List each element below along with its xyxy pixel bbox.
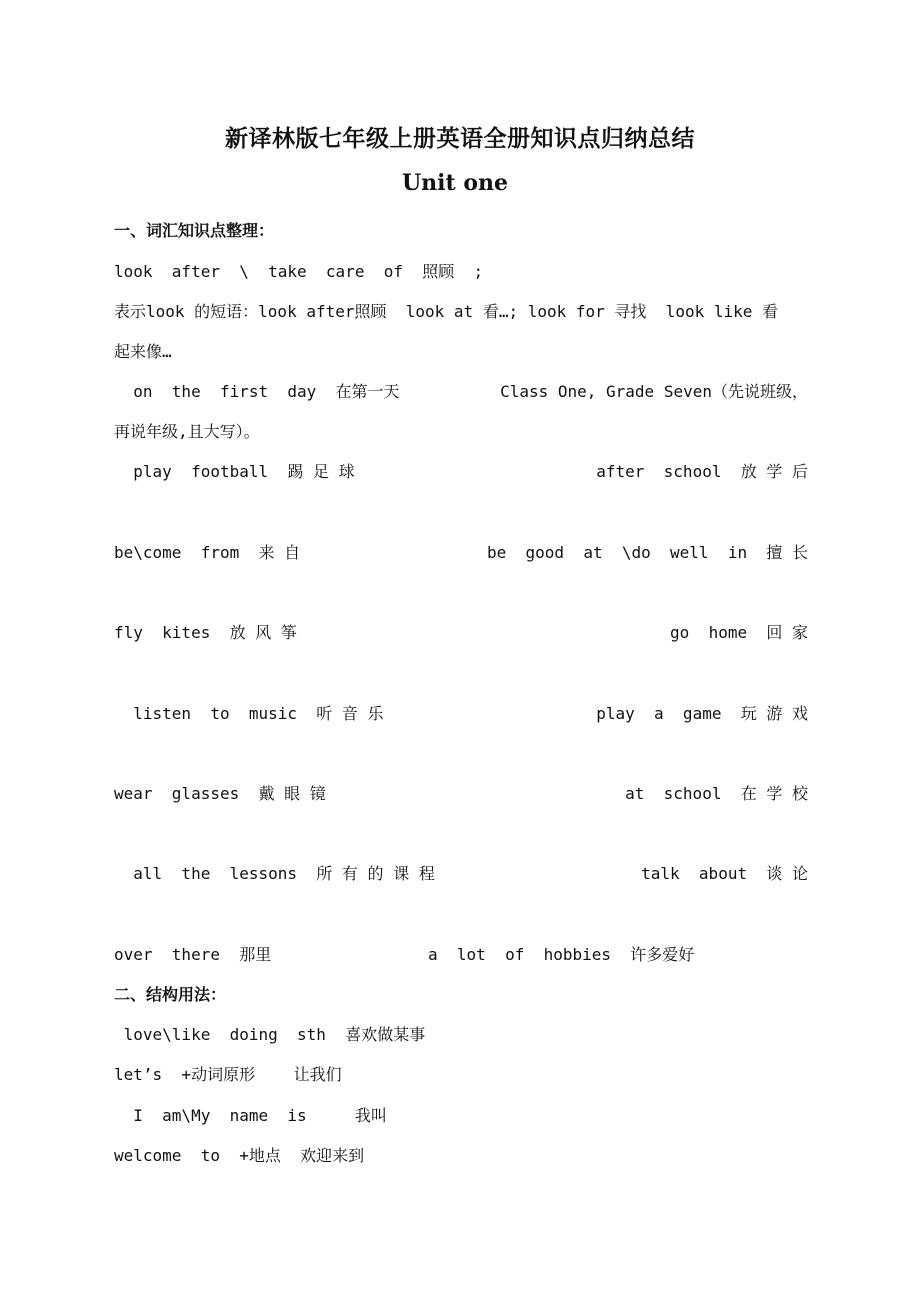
structure-line: let’s +动词原形 让我们 [114,1065,342,1084]
vocab-phrase-right: a lot of hobbies 许多爱好 [428,945,695,964]
vocab-phrase-right: be good at \do well in 擅 长 [487,543,808,562]
vocab-pair-row [114,459,808,483]
document-title: 新译林版七年级上册英语全册知识点归纳总结 [225,125,695,152]
vocab-phrase-left: fly kites 放 风 筝 [114,623,297,642]
vocab-line: 起来像… [114,342,172,361]
vocab-phrase-left: play football 踢 足 球 [114,462,355,481]
section-heading-structures: 二、结构用法： [114,985,227,1004]
vocab-phrase-left: on the first day 在第一天 [114,382,400,401]
vocab-pair-row [114,781,808,805]
structure-line: welcome to +地点 欢迎来到 [114,1146,365,1165]
vocab-phrase-right: play a game 玩 游 戏 [596,704,808,723]
vocab-phrase-right: talk about 谈 论 [641,864,808,883]
vocab-phrase-left: listen to music 听 音 乐 [114,704,384,723]
vocab-phrase-right: at school 在 学 校 [625,784,808,803]
structure-line: love\like doing sth 喜欢做某事 [114,1025,426,1044]
vocab-line: look after \ take care of 照顾 ; [114,262,484,281]
section-heading-vocabulary: 一、词汇知识点整理： [114,221,275,240]
vocab-phrase-left: over there 那里 [114,945,272,964]
unit-title: Unit one [401,170,509,196]
vocab-pair-row [114,620,808,644]
vocab-pair-row [114,379,808,403]
vocab-pair-row [114,540,808,564]
vocab-phrase-left: be\come from 来 自 [114,543,301,562]
vocab-pair-row [114,861,808,885]
vocab-phrase-left: wear glasses 戴 眼 镜 [114,784,326,803]
vocab-line: 表示look 的短语：look after照顾 look at 看…; look for 寻找 look like 看 [114,302,779,321]
vocab-phrase-right: Class One, Grade Seven（先说班级， [500,382,808,401]
vocab-line: 再说年级,且大写）。 [114,422,260,441]
vocab-phrase-right: after school 放 学 后 [596,462,808,481]
structure-line: I am\My name is 我叫 [114,1106,387,1125]
vocab-pair-row [114,701,808,725]
vocab-phrase-right: go home 回 家 [670,623,808,642]
vocab-phrase-left: all the lessons 所 有 的 课 程 [114,864,435,883]
